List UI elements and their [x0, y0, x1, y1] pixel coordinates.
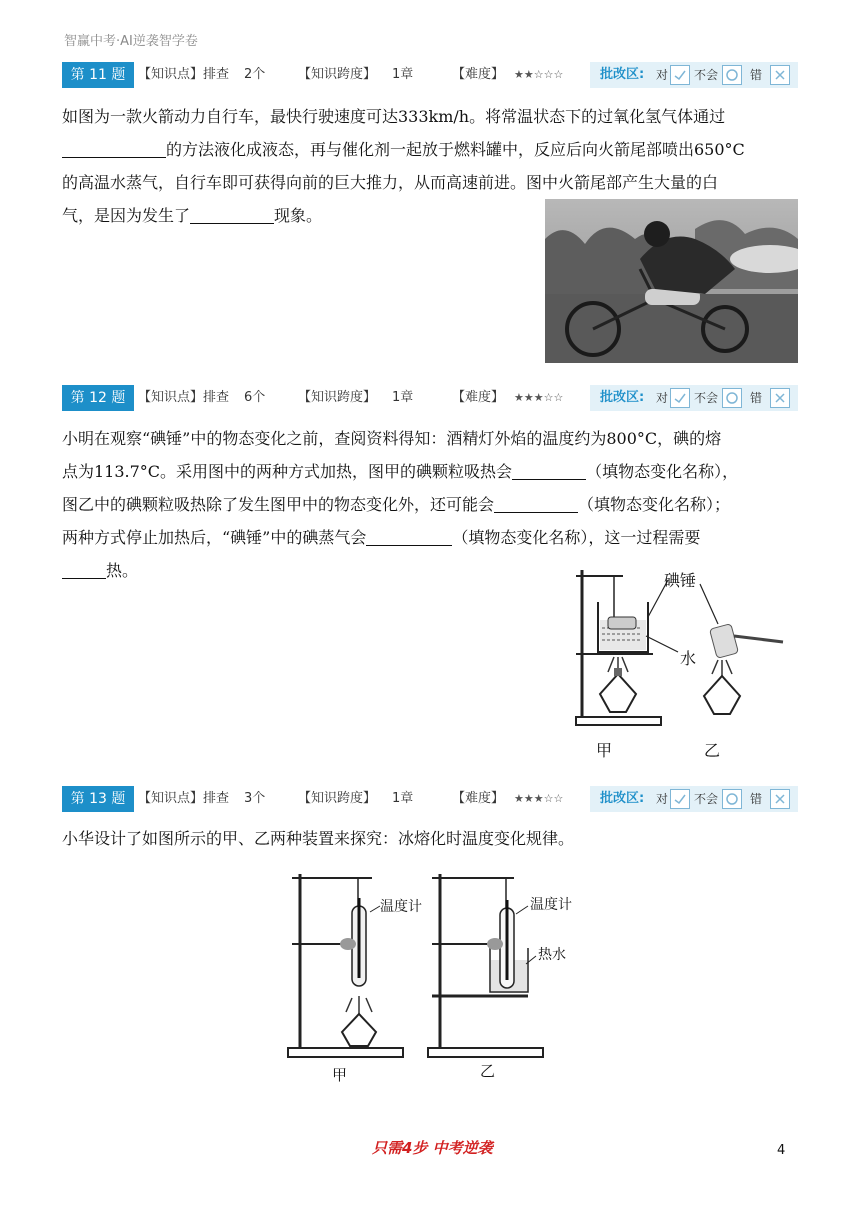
q11-line4: 气，是因为发生了 现象。 — [62, 206, 323, 225]
label-water: 水 — [680, 649, 697, 668]
check-icon — [675, 394, 685, 402]
difficulty-label: 【难度】 — [452, 791, 505, 806]
answer-blank[interactable] — [62, 139, 166, 158]
q11-line1: 如图为一款火箭动力自行车，最快行驶速度可达333km/h。将常温状态下的过氧化氢气体通过 — [62, 107, 726, 126]
circle-icon — [727, 794, 737, 804]
grade-wrong-label: 错 — [750, 391, 763, 405]
knowledge-count: 6个 — [244, 390, 266, 405]
difficulty-label: 【难度】 — [452, 67, 505, 82]
label-jia: 甲 — [596, 741, 613, 760]
q12-line2: 点为113.7°C。采用图中的两种方式加热，图甲的碘颗粒吸热会 （填物态变化名称）， — [62, 462, 739, 481]
grade-unknown-checkbox[interactable] — [722, 388, 742, 408]
difficulty-stars: ★★★☆☆ — [514, 391, 564, 404]
grading-area — [590, 62, 798, 88]
grade-unknown-label: 不会 — [694, 68, 719, 82]
cross-icon — [776, 71, 784, 79]
answer-blank[interactable] — [366, 527, 452, 546]
answer-blank[interactable] — [512, 461, 586, 480]
grade-wrong-checkbox[interactable] — [770, 65, 790, 85]
difficulty-stars: ★★★☆☆ — [514, 792, 564, 805]
span-label: 【知识跨度】 — [298, 390, 377, 405]
knowledge-label: 【知识点】排查 — [138, 791, 230, 806]
grade-right-checkbox[interactable] — [670, 388, 690, 408]
iodine-hammer-figure — [568, 562, 798, 762]
knowledge-count: 2个 — [244, 67, 266, 82]
grading-area — [590, 786, 798, 812]
grade-unknown-checkbox[interactable] — [722, 65, 742, 85]
span-value: 1章 — [392, 791, 414, 806]
answer-blank[interactable] — [62, 560, 106, 579]
question-bar-12 — [62, 385, 798, 411]
question-bar-11 — [62, 62, 798, 88]
q13-line1: 小华设计了如图所示的甲、乙两种装置来探究：冰熔化时温度变化规律。 — [62, 829, 575, 848]
span-value: 1章 — [392, 390, 414, 405]
knowledge-count: 3个 — [244, 791, 266, 806]
grade-label: 批改区: — [600, 390, 645, 405]
q12-line1: 小明在观察“碘锤”中的物态变化之前，查阅资料得知：酒精灯外焰的温度约为800°C，碘的熔 — [62, 429, 722, 448]
grade-label: 批改区: — [600, 67, 645, 82]
grade-right-label: 对 — [656, 391, 669, 405]
q11-line3: 的高温水蒸气，自行车即可获得向前的巨大推力，从而高速前进。图中火箭尾部产生大量的白 — [62, 173, 719, 192]
grade-unknown-checkbox[interactable] — [722, 789, 742, 809]
label-jia: 甲 — [332, 1066, 348, 1084]
circle-icon — [727, 70, 737, 80]
footer-slogan-logo: 只需4步 中考逆袭 — [372, 1139, 493, 1157]
span-value: 1章 — [392, 67, 414, 82]
q11-line2: 的方法液化成液态，再与催化剂一起放于燃料罐中，反应后向火箭尾部喷出650°C — [62, 133, 802, 166]
grade-right-label: 对 — [656, 792, 669, 806]
ice-melting-apparatus-figure — [282, 868, 582, 1088]
label-thermometer-b: 温度计 — [530, 897, 572, 913]
question-number: 第 12 题 — [62, 385, 134, 411]
grading-area — [590, 385, 798, 411]
grade-wrong-label: 错 — [750, 68, 763, 82]
circle-icon — [727, 393, 737, 403]
check-icon — [675, 795, 685, 803]
grade-label: 批改区: — [600, 791, 645, 806]
span-label: 【知识跨度】 — [298, 791, 377, 806]
span-label: 【知识跨度】 — [298, 67, 377, 82]
knowledge-label: 【知识点】排查 — [138, 390, 230, 405]
answer-blank[interactable] — [494, 494, 578, 513]
grade-right-checkbox[interactable] — [670, 65, 690, 85]
rocket-bicycle-photo — [545, 199, 798, 363]
cross-icon — [776, 795, 784, 803]
q12-line5: 热。 — [62, 554, 802, 587]
question-number: 第 11 题 — [62, 62, 134, 88]
q12-line4: 两种方式停止加热后，“碘锤”中的碘蒸气会 （填物态变化名称），这一过程需要 — [62, 528, 701, 547]
cross-icon — [776, 394, 784, 402]
check-icon — [675, 71, 685, 79]
question-number: 第 13 题 — [62, 786, 134, 812]
label-yi: 乙 — [480, 1062, 496, 1080]
label-iodine-hammer: 碘锤 — [664, 571, 697, 590]
difficulty-label: 【难度】 — [452, 390, 505, 405]
question-bar-13 — [62, 786, 798, 812]
grade-right-checkbox[interactable] — [670, 789, 690, 809]
difficulty-stars: ★★☆☆☆ — [514, 68, 564, 81]
grade-unknown-label: 不会 — [694, 792, 719, 806]
label-thermometer-a: 温度计 — [380, 899, 422, 915]
knowledge-label: 【知识点】排查 — [138, 67, 230, 82]
brand-header: 智赢中考·AI逆袭智学卷 — [64, 34, 198, 49]
answer-blank[interactable] — [190, 205, 274, 224]
grade-wrong-checkbox[interactable] — [770, 388, 790, 408]
q12-line3: 图乙中的碘颗粒吸热除了发生图甲中的物态变化外，还可能会 （填物态变化名称）； — [62, 495, 731, 514]
grade-wrong-label: 错 — [750, 792, 763, 806]
label-hot-water: 热水 — [538, 947, 566, 963]
label-yi: 乙 — [704, 741, 721, 760]
question-13-text — [62, 822, 802, 855]
grade-wrong-checkbox[interactable] — [770, 789, 790, 809]
grade-unknown-label: 不会 — [694, 391, 719, 405]
page-number: 4 — [777, 1143, 786, 1158]
grade-right-label: 对 — [656, 68, 669, 82]
